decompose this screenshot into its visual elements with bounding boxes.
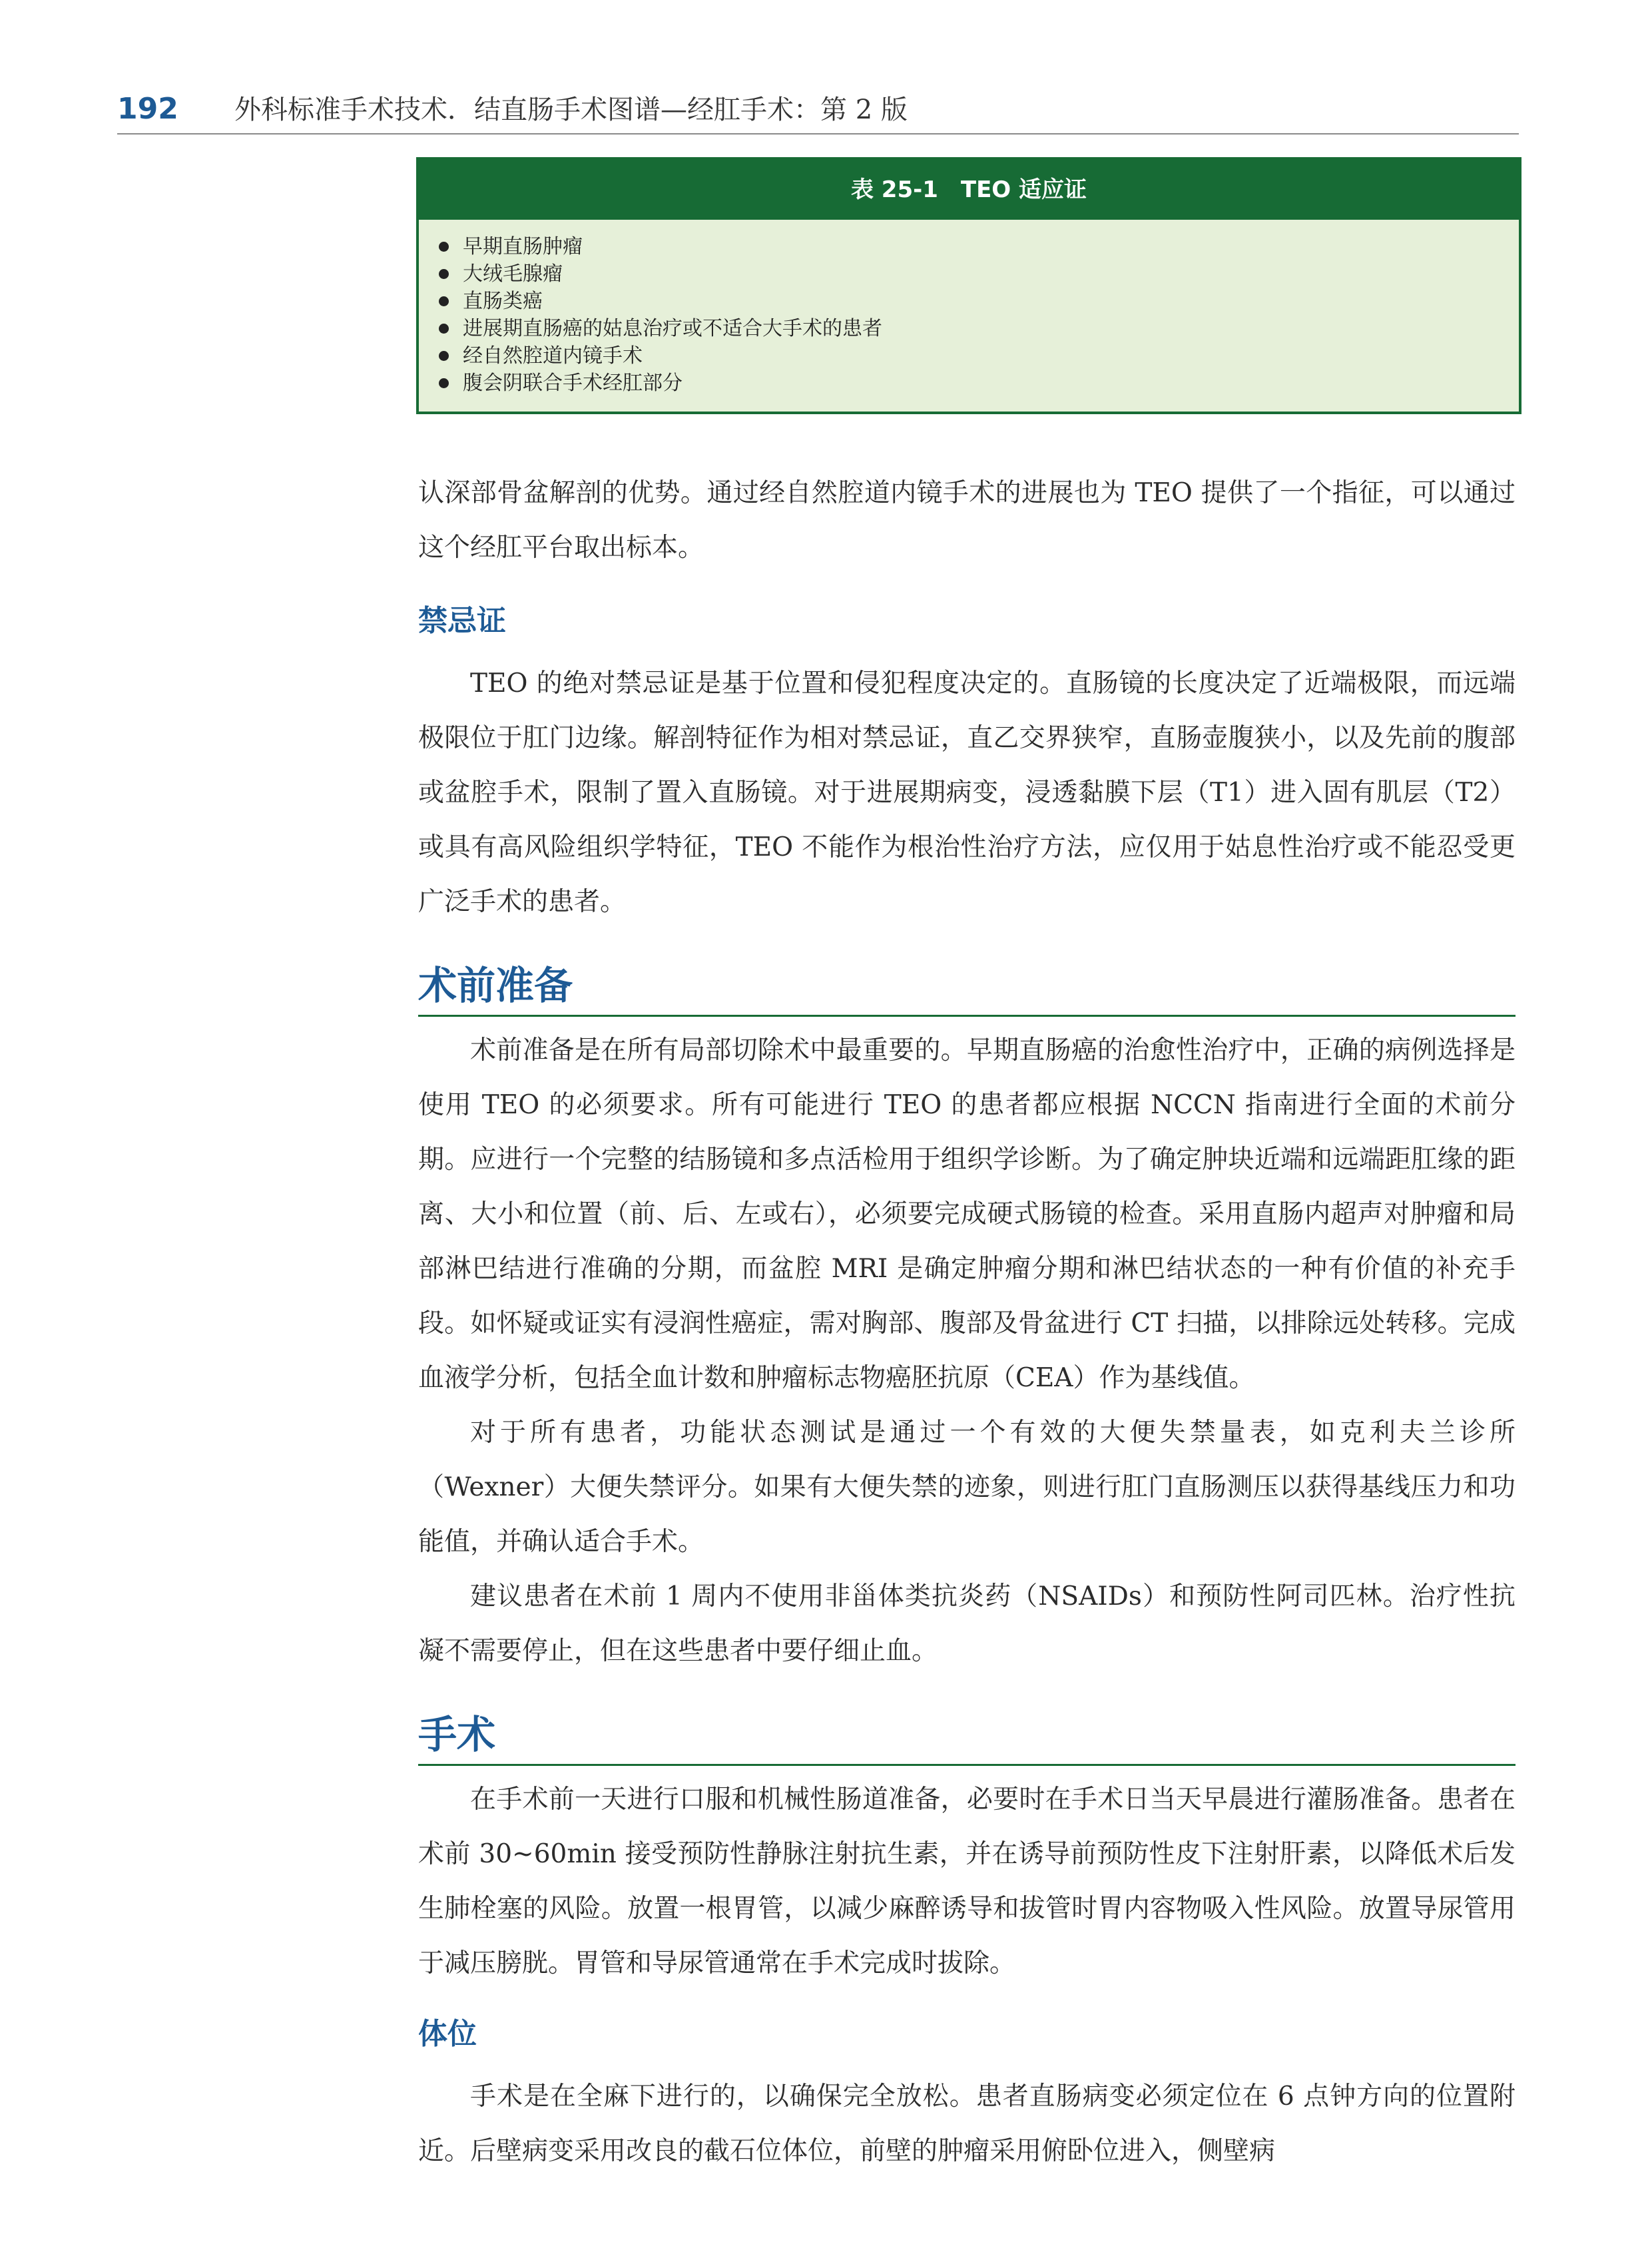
list-item xyxy=(439,233,1519,260)
intro-paragraph: 认深部骨盆解剖的优势。通过经自然腔道内镜手术的进展也为 TEO 提供了一个指征，可以通过这个经肛平台取出标本。 xyxy=(418,478,1515,563)
bullet-icon xyxy=(439,378,449,388)
surgery-paragraph: 在手术前一天进行口服和机械性肠道准备，必要时在手术日当天早晨进行灌肠准备。患者在术前 30~60min 接受预防性静脉注射抗生素，并在诱导前预防性皮下注射肝素，以降低术后发生肺栓塞的风险。放置一根胃管，以减少麻醉诱导和拔管时胃内容物吸入性风险。放置导尿管用于减压膀胱。胃管和导尿管通常在手术完成时拔除。 xyxy=(418,1785,1515,1978)
position-heading: 体位 xyxy=(418,2017,477,2051)
preoperative-heading: 术前准备 xyxy=(418,959,1515,1017)
list-item-text: 大绒毛腺瘤 xyxy=(463,262,563,286)
list-item-text: 直肠类癌 xyxy=(463,290,543,313)
preoperative-paragraph-2: 对于所有患者，功能状态测试是通过一个有效的大便失禁量表，如克利夫兰诊所（Wexner）大便失禁评分。如果有大便失禁的迹象，则进行肛门直肠测压以获得基线压力和功能值，并确认适合手术。 xyxy=(418,1418,1515,1557)
book-title: 外科标准手术技术．结直肠手术图谱—经肛手术：第 2 版 xyxy=(234,95,908,125)
list-item-text: 进展期直肠癌的姑息治疗或不适合大手术的患者 xyxy=(463,317,882,340)
bullet-icon xyxy=(439,242,449,252)
running-header xyxy=(117,87,1519,135)
list-item xyxy=(439,342,1519,370)
contraindications-heading: 禁忌证 xyxy=(418,604,506,638)
bullet-icon xyxy=(439,296,449,306)
list-item-text: 腹会阴联合手术经肛部分 xyxy=(463,372,683,395)
list-item-text: 早期直肠肿瘤 xyxy=(463,235,583,258)
list-item-text: 经自然腔道内镜手术 xyxy=(463,344,643,368)
bullet-icon xyxy=(439,269,449,279)
preoperative-paragraph-1: 术前准备是在所有局部切除术中最重要的。早期直肠癌的治愈性治疗中，正确的病例选择是使用 TEO 的必须要求。所有可能进行 TEO 的患者都应根据 NCCN 指南进行全面的术前分期。应进行一个完整的结肠镜和多点活检用于组织学诊断。为了确定肿块近端和远端距肛缘的距离、大小和位置（前、后、左或右），必须要完成硬式肠镜的检查。采用直肠内超声对肿瘤和局部淋巴结进行准确的分期，而盆腔 MRI 是确定肿瘤分期和淋巴结状态的一种有价值的补充手段。如怀疑或证实有浸润性癌症，需对胸部、腹部及骨盆进行 CT 扫描，以排除远处转移。完成血液学分析，包括全血计数和肿瘤标志物癌胚抗原（CEA）作为基线值。 xyxy=(418,1035,1515,1393)
list-item xyxy=(439,315,1519,342)
list-item xyxy=(439,260,1519,288)
main-content xyxy=(418,466,1515,2179)
table-title: 表 25-1 TEO 适应证 xyxy=(419,160,1519,220)
page-number: 192 xyxy=(117,92,178,126)
bullet-icon xyxy=(439,324,449,334)
preoperative-paragraph-3: 建议患者在术前 1 周内不使用非甾体类抗炎药（NSAIDs）和预防性阿司匹林。治疗性抗凝不需要停止，但在这些患者中要仔细止血。 xyxy=(418,1581,1515,1666)
indications-table xyxy=(416,157,1521,414)
indications-list xyxy=(419,220,1519,397)
list-item xyxy=(439,288,1519,315)
position-paragraph: 手术是在全麻下进行的，以确保完全放松。患者直肠病变必须定位在 6 点钟方向的位置附近。后壁病变采用改良的截石位体位，前壁的肿瘤采用俯卧位进入，侧壁病 xyxy=(418,2082,1515,2166)
bullet-icon xyxy=(439,351,449,361)
surgery-heading: 手术 xyxy=(418,1708,1515,1766)
list-item xyxy=(439,370,1519,397)
contraindications-paragraph: TEO 的绝对禁忌证是基于位置和侵犯程度决定的。直肠镜的长度决定了近端极限，而远端极限位于肛门边缘。解剖特征作为相对禁忌证，直乙交界狭窄，直肠壶腹狭小，以及先前的腹部或盆腔手术，限制了置入直肠镜。对于进展期病变，浸透黏膜下层（T1）进入固有肌层（T2）或具有高风险组织学特征，TEO 不能作为根治性治疗方法，应仅用于姑息性治疗或不能忍受更广泛手术的患者。 xyxy=(418,669,1515,917)
